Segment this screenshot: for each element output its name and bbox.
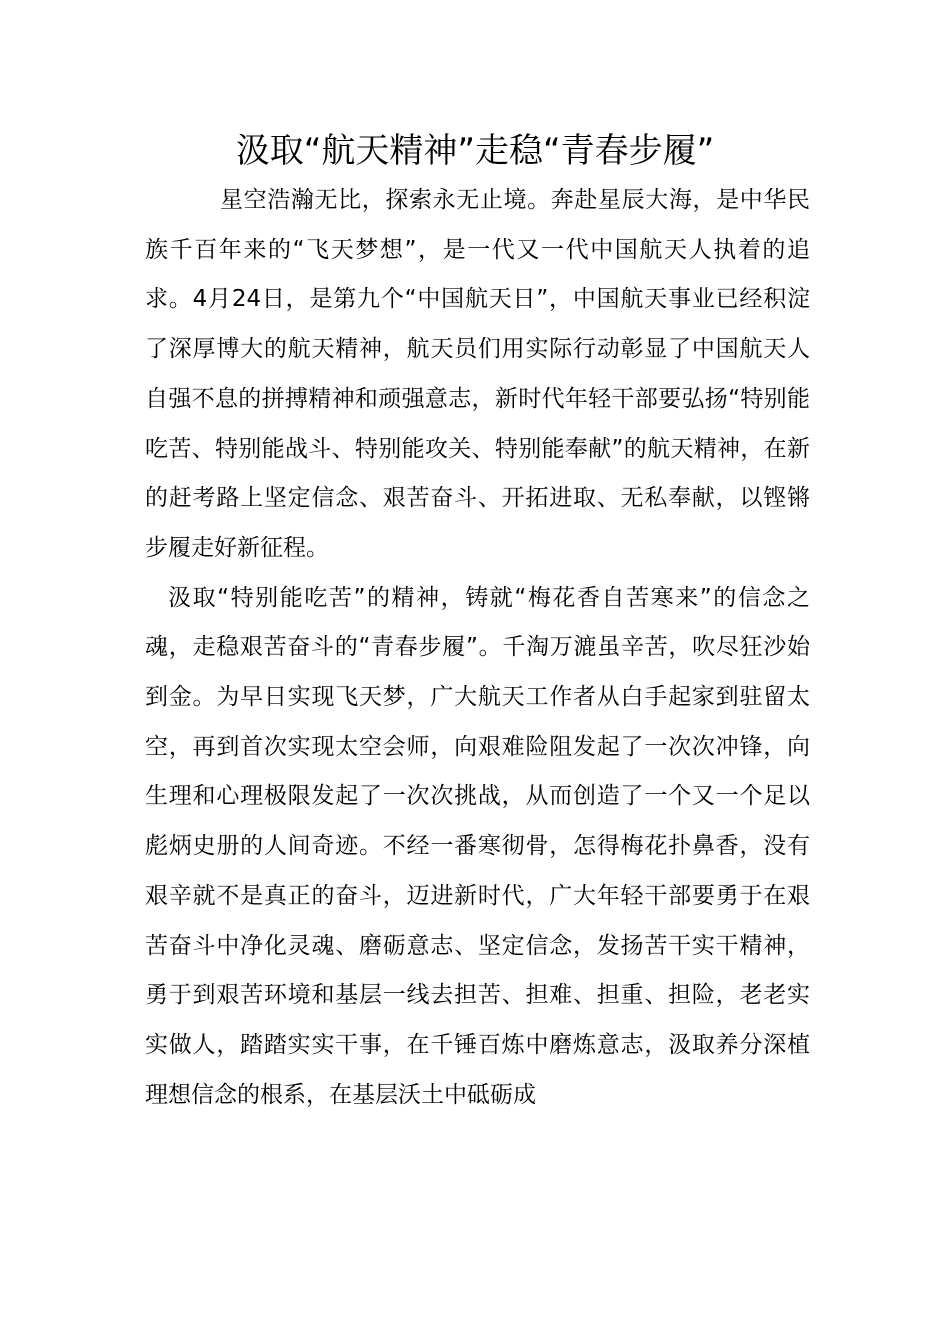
document-body [145,176,810,1120]
paragraph-2: 汲取“特别能吃苦”的精神，铸就“梅花香自苦寒来”的信念之魂，走稳艰苦奋斗的“青春步履”。千淘万漉虽辛苦，吹尽狂沙始到金。为早日实现飞天梦，广大航天工作者从白手起家到驻留太空，再到首次实现太空会师，向艰难险阻发起了一次次冲锋，向生理和心理极限发起了一次次挑战，从而创造了一个又一个足以彪炳史册的人间奇迹。不经一番寒彻骨，怎得梅花扑鼻香，没有艰辛就不是真正的奋斗，迈进新时代，广大年轻干部要勇于在艰苦奋斗中净化灵魂、磨砺意志、坚定信念，发扬苦干实干精神，勇于到艰苦环境和基层一线去担苦、担难、担重、担险，老老实实做人，踏踏实实干事，在千锤百炼中磨炼意志，汲取养分深植理想信念的根系，在基层沃土中砥砺成 [145,584,810,1108]
document-title: 汲取“航天精神”走稳“青春步履” [235,131,715,171]
paragraph-1: 星空浩瀚无比，探索永无止境。奔赴星辰大海，是中华民族千百年来的“飞天梦想”，是一代又一代中国航天人执着的追求。4月24日，是第九个“中国航天日”，中国航天事业已经积淀了深厚博大的航天精神，航天员们用实际行动彰显了中国航天人自强不息的拼搏精神和顽强意志，新时代年轻干部要弘扬“特别能吃苦、特别能战斗、特别能攻关、特别能奉献”的航天精神，在新的赶考路上坚定信念、艰苦奋斗、开拓进取、无私奉献，以铿锵步履走好新征程。 [145,187,810,561]
